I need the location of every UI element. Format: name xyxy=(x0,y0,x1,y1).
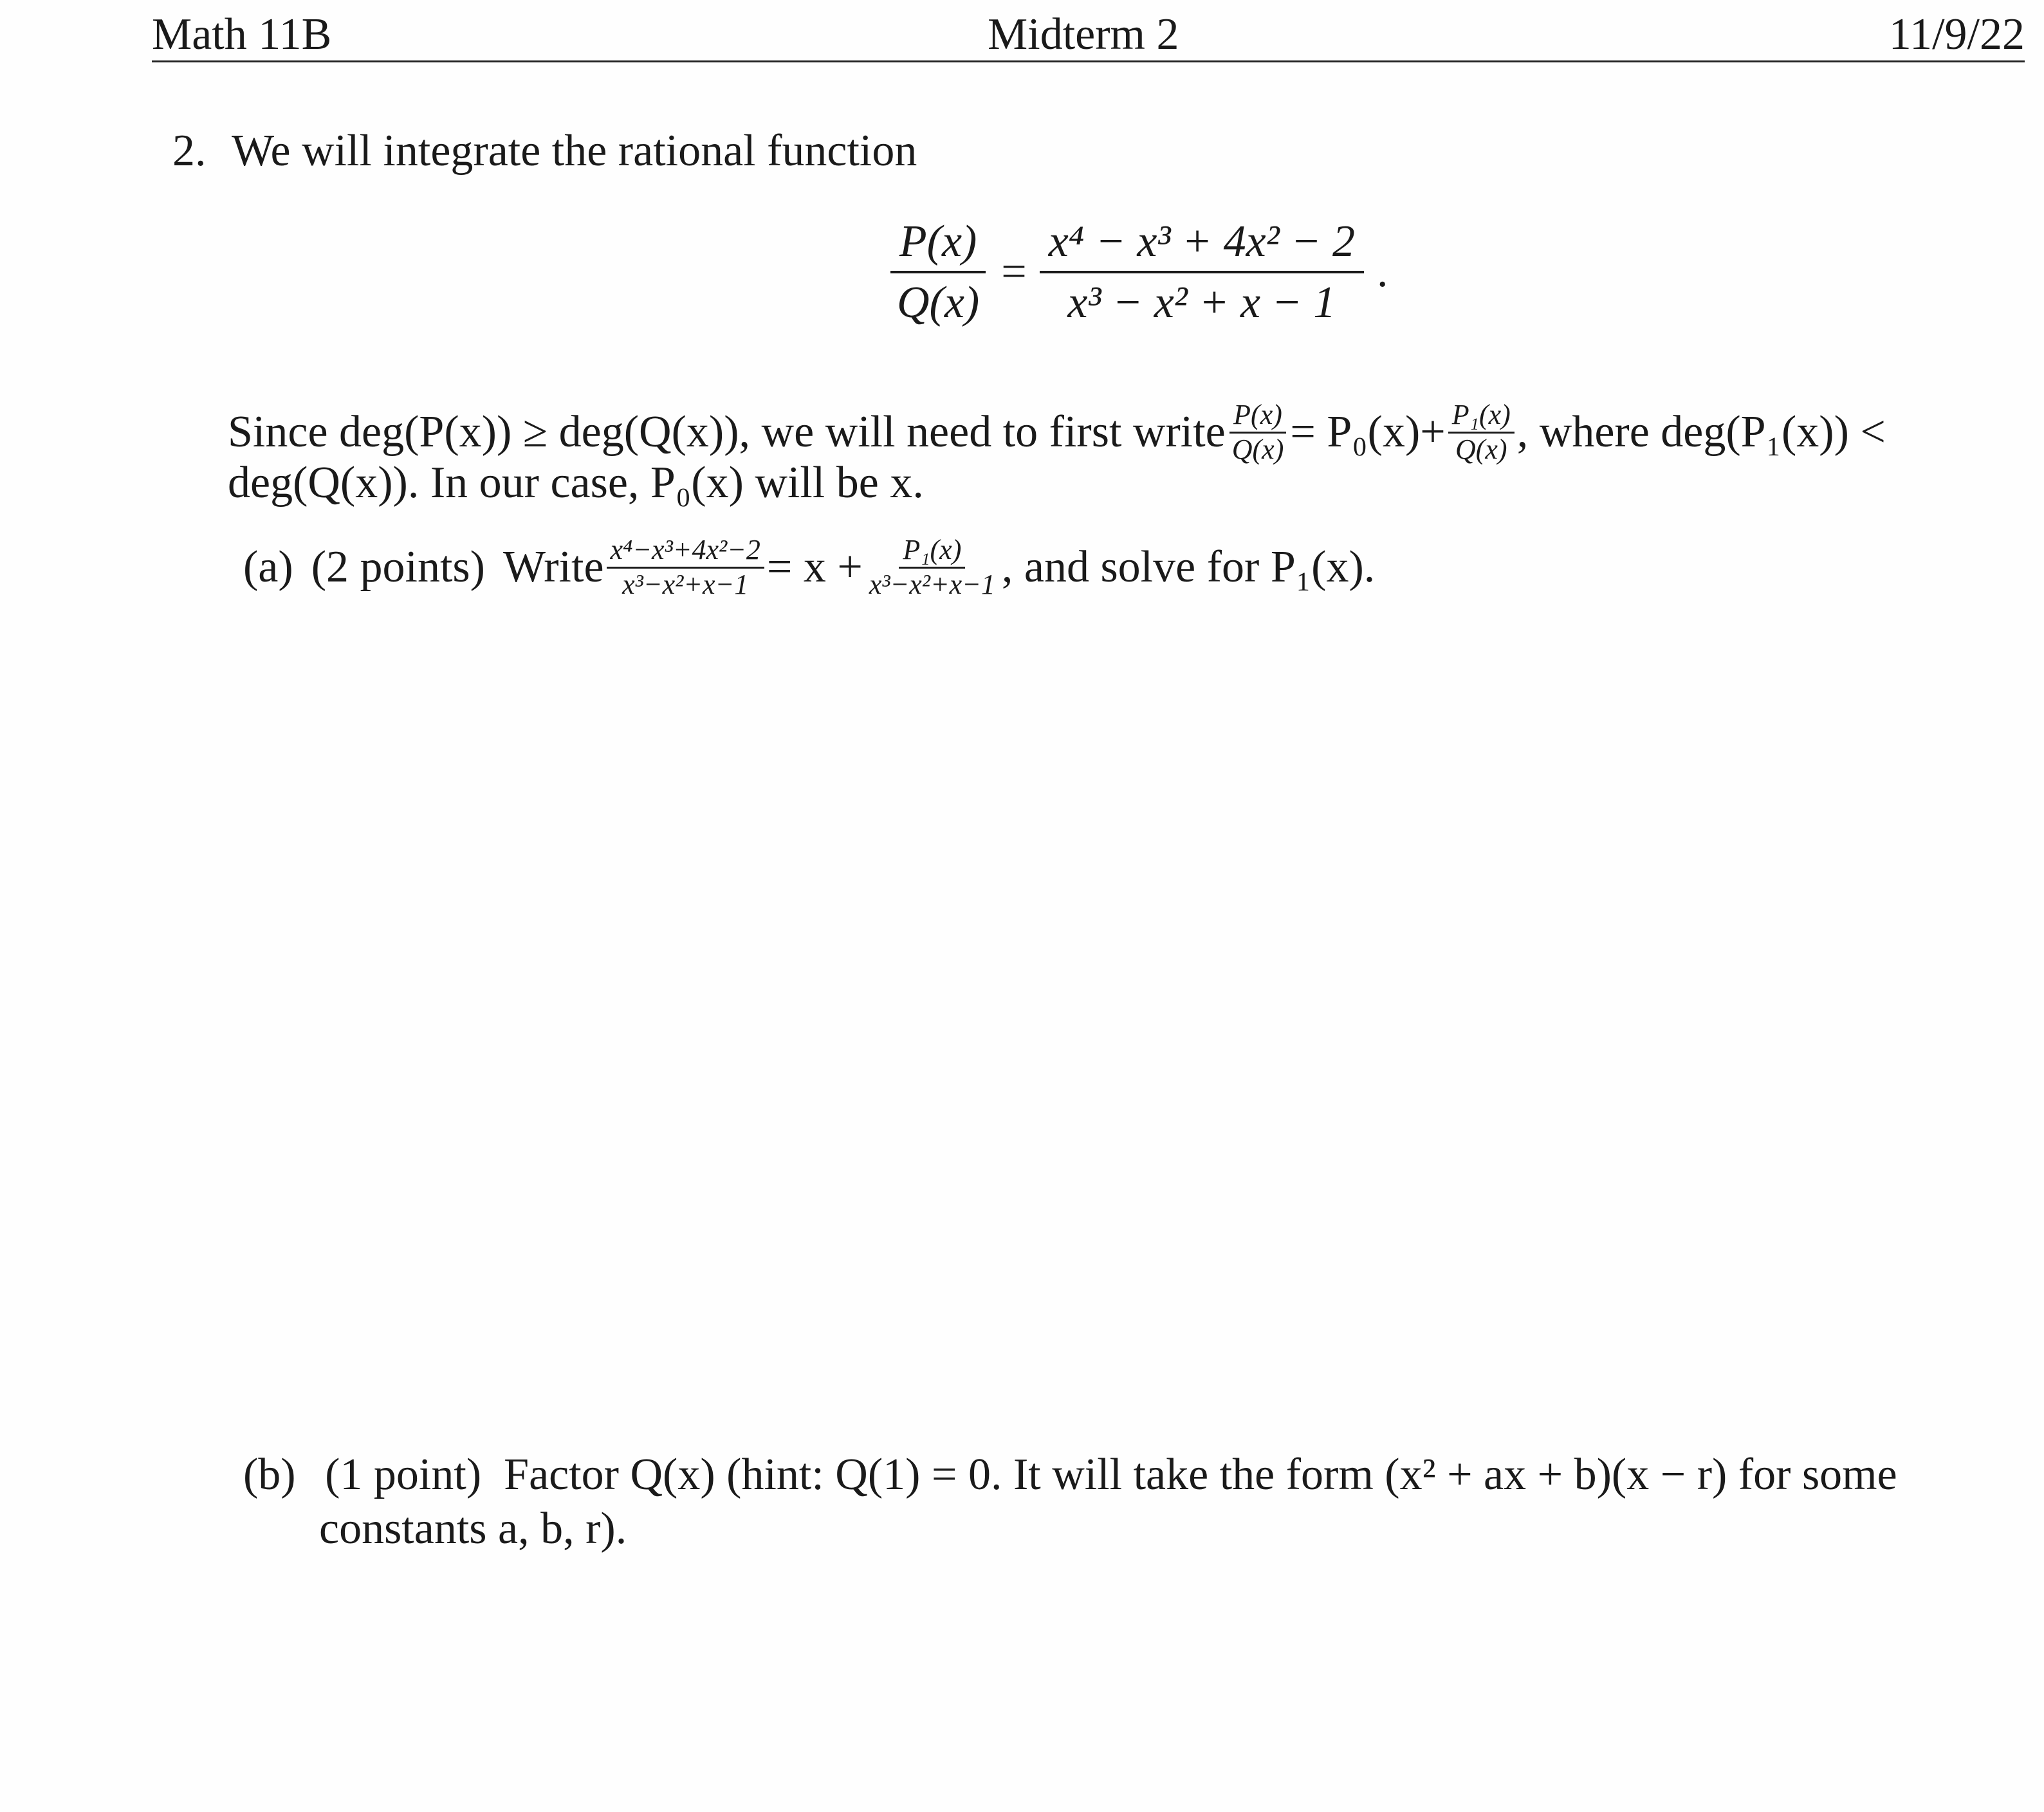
part-b-line-1 xyxy=(243,1452,1897,1497)
since-fraction-2 xyxy=(1448,399,1515,466)
exam-date: 11/9/22 xyxy=(1888,10,2025,59)
since-fraction-1-den: Q(x) xyxy=(1231,433,1284,465)
equals-sign: = xyxy=(1001,247,1027,297)
rhs-fraction xyxy=(1040,212,1364,332)
part-a-tail: , and solve for P₁(x). xyxy=(1001,542,1376,592)
lhs-fraction xyxy=(888,212,988,332)
since-line-1 xyxy=(228,399,1886,466)
part-a-fraction-2 xyxy=(865,534,999,601)
part-a-points: (2 points) xyxy=(311,542,485,592)
display-equation xyxy=(875,212,1388,332)
part-a xyxy=(243,534,1375,601)
since-text-c: , where deg(P₁(x)) < xyxy=(1516,407,1886,457)
part-b-label: (b) xyxy=(243,1450,296,1499)
part-a-fraction-1-num: x⁴−x³+4x²−2 xyxy=(607,534,764,569)
part-a-fraction-1-den: x³−x²+x−1 xyxy=(622,568,749,600)
course-title: Math 11B xyxy=(152,10,332,59)
since-fraction-1-num: P(x) xyxy=(1229,399,1286,434)
since-fraction-2-den: Q(x) xyxy=(1455,433,1507,465)
part-a-fraction-1 xyxy=(607,534,764,601)
part-a-write: Write xyxy=(502,542,604,592)
since-text-b: = P₀(x)+ xyxy=(1290,407,1446,457)
since-line-2: deg(Q(x)). In our case, P₀(x) will be x. xyxy=(228,458,924,508)
page-header xyxy=(152,9,2025,62)
part-b-line-2: constants a, b, r). xyxy=(319,1504,627,1553)
problem-intro xyxy=(172,126,917,176)
part-a-label: (a) xyxy=(243,542,293,592)
lhs-denominator: Q(x) xyxy=(897,278,980,327)
equation-period: . xyxy=(1376,247,1388,297)
rhs-numerator: x⁴ − x³ + 4x² − 2 xyxy=(1040,212,1364,273)
since-text-a: Since deg(P(x)) ≥ deg(Q(x)), we will need to first write xyxy=(228,407,1226,457)
part-b-text-1: (1 point) Factor Q(x) (hint: Q(1) = 0. It will take the form (x² + ax + b)(x − r) for some xyxy=(325,1450,1897,1499)
part-a-fraction-2-num: P₁(x) xyxy=(899,534,965,569)
part-a-middle: = x + xyxy=(766,542,863,592)
part-a-fraction-2-den: x³−x²+x−1 xyxy=(869,568,995,600)
since-fraction-2-num: P₁(x) xyxy=(1448,399,1515,434)
since-fraction-1 xyxy=(1228,399,1288,466)
problem-intro-text: We will integrate the rational function xyxy=(232,126,917,176)
lhs-numerator: P(x) xyxy=(890,212,986,273)
problem-number: 2. xyxy=(172,126,207,176)
rhs-denominator: x³ − x² + x − 1 xyxy=(1067,278,1336,327)
exam-title: Midterm 2 xyxy=(988,10,1179,59)
